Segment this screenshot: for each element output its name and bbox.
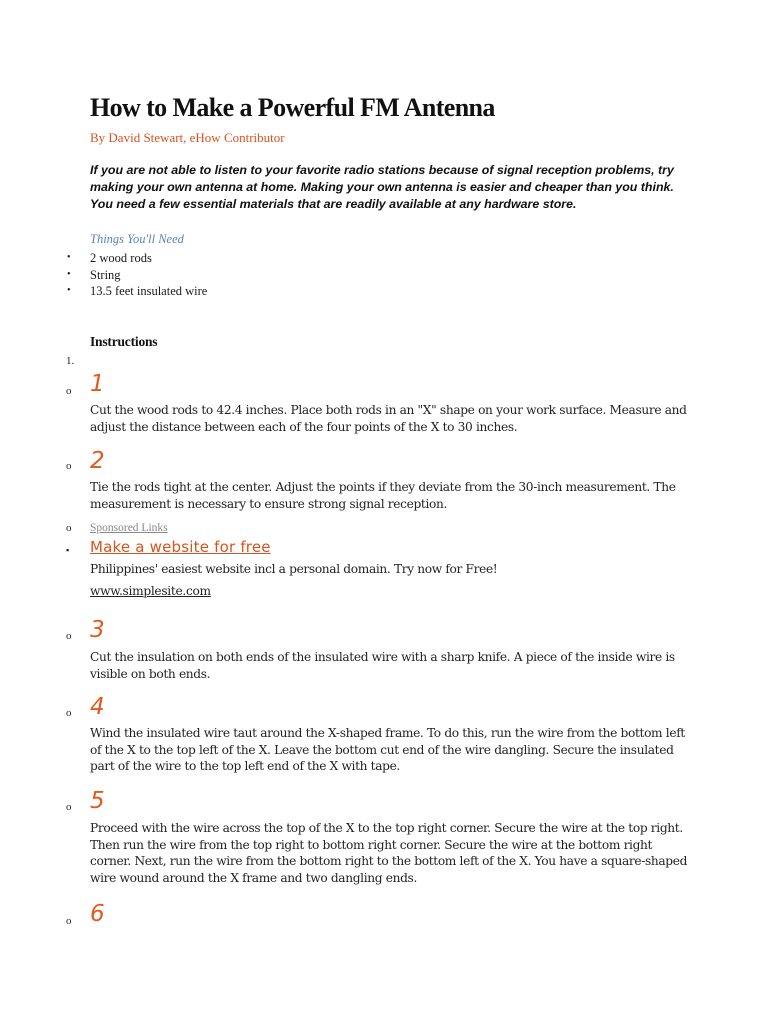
step-number: 3 bbox=[90, 617, 105, 643]
instructions-heading: Instructions bbox=[90, 334, 158, 349]
step-text: Cut the insulation on both ends of the insulated wire with a sharp knife. A piece of the inside wire is visible on both ends. bbox=[90, 650, 675, 681]
step-marker: o bbox=[66, 707, 72, 719]
step-number: 2 bbox=[90, 448, 105, 474]
step-number: 1 bbox=[90, 371, 105, 397]
step-number: 6 bbox=[90, 901, 105, 927]
list-item bbox=[66, 267, 207, 284]
step-marker: o bbox=[66, 460, 72, 472]
bullet-icon: • bbox=[67, 268, 71, 280]
square-bullet-icon: ▪ bbox=[66, 545, 70, 555]
step-marker: o bbox=[66, 630, 72, 642]
things-needed-heading: Things You'll Need bbox=[90, 232, 184, 246]
step-text: Proceed with the wire across the top of the X to the top right corner. Secure the wire at the top right. Then run the wire from the top right to bottom right corner. Secure the wire at the bottom right corner. Next, run the wire from the bottom right to the bottom left of the X. You have a square-shaped wire wound around the X frame and two dangling ends. bbox=[90, 821, 688, 885]
author-byline[interactable]: By David Stewart, eHow Contributor bbox=[90, 130, 285, 145]
step-marker: o bbox=[66, 801, 72, 813]
list-number: 1. bbox=[66, 355, 75, 367]
ad-url-link[interactable]: www.simplesite.com bbox=[90, 584, 211, 598]
list-item bbox=[66, 250, 207, 267]
step-text: Wind the insulated wire taut around the X-shaped frame. To do this, run the wire from the bottom left of the X to the top left of the X. Leave the bottom cut end of the wire dangling. Secure the insulated part of the wire to the top left end of the X with tape. bbox=[90, 726, 685, 773]
bullet-icon: • bbox=[67, 252, 71, 263]
article-intro: If you are not able to listen to your favorite radio stations because of signal reception problems, try making your own antenna at home. Making your own antenna is easier and cheaper than you think. You need a few essential materials that are readily available at any hardware store. bbox=[90, 163, 674, 211]
article-title: How to Make a Powerful FM Antenna bbox=[90, 93, 495, 122]
list-item-label: 2 wood rods bbox=[90, 251, 152, 265]
list-item bbox=[66, 283, 207, 300]
step-marker: o bbox=[66, 915, 72, 927]
ad-headline-link[interactable]: Make a website for free bbox=[90, 538, 271, 556]
step-text: Cut the wood rods to 42.4 inches. Place both rods in an "X" shape on your work surface. Measure and adjust the distance between each of the four points of the X to 30 inches. bbox=[90, 403, 687, 434]
sponsored-links-label[interactable]: Sponsored Links bbox=[90, 522, 168, 534]
step-number: 5 bbox=[90, 788, 105, 814]
step-marker: o bbox=[66, 385, 72, 397]
things-needed-list bbox=[66, 250, 207, 300]
step-number: 4 bbox=[90, 694, 105, 720]
list-item-label: String bbox=[90, 267, 121, 282]
step-marker: o bbox=[66, 522, 72, 534]
list-item-label: 13.5 feet insulated wire bbox=[90, 284, 208, 298]
ad-description: Philippines' easiest website incl a personal domain. Try now for Free! bbox=[90, 562, 498, 576]
step-text: Tie the rods tight at the center. Adjust the points if they deviate from the 30-inch measurement. The measurement is necessary to ensure strong signal reception. bbox=[90, 480, 676, 511]
bullet-icon: • bbox=[67, 285, 71, 296]
